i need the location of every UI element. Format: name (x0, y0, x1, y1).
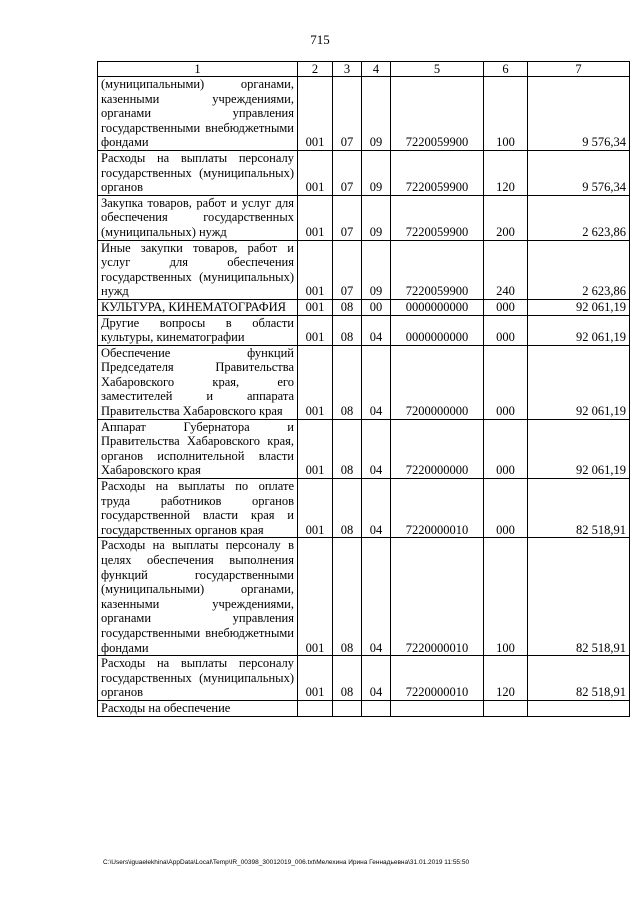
row-c4-cell: 09 (362, 240, 391, 299)
row-c6-cell (484, 700, 528, 716)
header-col-5: 5 (391, 62, 484, 77)
row-c4-cell: 00 (362, 299, 391, 315)
row-c5-cell (391, 700, 484, 716)
table-row (98, 240, 630, 299)
row-c3-cell: 08 (333, 345, 362, 419)
row-c7-cell: 9 576,34 (528, 77, 630, 151)
header-col-1: 1 (98, 62, 298, 77)
table-row (98, 77, 630, 151)
row-c5-cell: 7220059900 (391, 77, 484, 151)
row-c6-cell: 120 (484, 150, 528, 195)
row-c2-cell: 001 (298, 150, 333, 195)
row-c4-cell: 04 (362, 656, 391, 701)
row-name-cell: Расходы на выплаты персоналу в целях обеспечения выполнения функций государственными (муниципальными) органами, казенными учреждениями, органами управления государственными внебюджетными фондами (98, 538, 298, 656)
row-c6-cell: 000 (484, 299, 528, 315)
row-c2-cell: 001 (298, 299, 333, 315)
header-col-4: 4 (362, 62, 391, 77)
row-c6-cell: 000 (484, 345, 528, 419)
row-c4-cell: 09 (362, 195, 391, 240)
row-c4-cell: 04 (362, 479, 391, 538)
row-c4-cell (362, 700, 391, 716)
row-c6-cell: 120 (484, 656, 528, 701)
row-c7-cell: 2 623,86 (528, 240, 630, 299)
row-c2-cell: 001 (298, 538, 333, 656)
row-c4-cell: 04 (362, 419, 391, 478)
row-c2-cell: 001 (298, 315, 333, 345)
row-name-cell: Аппарат Губернатора и Правительства Хабаровского края, органов исполнительной власти Хабаровского края (98, 419, 298, 478)
row-c7-cell (528, 700, 630, 716)
row-name-cell: Закупка товаров, работ и услуг для обеспечения государственных (муниципальных) нужд (98, 195, 298, 240)
row-c2-cell: 001 (298, 240, 333, 299)
header-col-7: 7 (528, 62, 630, 77)
row-c3-cell: 07 (333, 150, 362, 195)
row-name-cell: Иные закупки товаров, работ и услуг для обеспечения государственных (муниципальных) нужд (98, 240, 298, 299)
row-c4-cell: 04 (362, 538, 391, 656)
row-c7-cell: 2 623,86 (528, 195, 630, 240)
page-number: 715 (310, 32, 330, 47)
row-c5-cell: 7220059900 (391, 150, 484, 195)
table-row (98, 345, 630, 419)
table-row (98, 700, 630, 716)
row-c5-cell: 7220059900 (391, 240, 484, 299)
table-row (98, 538, 630, 656)
row-c5-cell: 7220000010 (391, 538, 484, 656)
row-c6-cell: 100 (484, 77, 528, 151)
row-c3-cell: 07 (333, 195, 362, 240)
table-row (98, 419, 630, 478)
table-row (98, 195, 630, 240)
row-c7-cell: 92 061,19 (528, 345, 630, 419)
row-name-cell: Расходы на выплаты персоналу государственных (муниципальных) органов (98, 656, 298, 701)
row-name-cell: Расходы на выплаты по оплате труда работников органов государственной власти края и государственных органов края (98, 479, 298, 538)
row-c7-cell: 92 061,19 (528, 299, 630, 315)
footer-file-path: C:\Users\iguaelekhina\AppData\Local\Temp\IR_00398_30012019_006.txt\Мелехина Ирина Геннадьевна\31.01.2019 11:55:50 (103, 859, 470, 866)
row-c5-cell: 7220000000 (391, 419, 484, 478)
table-header-row (98, 62, 630, 77)
row-c3-cell: 08 (333, 479, 362, 538)
row-c3-cell: 08 (333, 538, 362, 656)
row-c3-cell: 08 (333, 656, 362, 701)
row-c3-cell: 07 (333, 240, 362, 299)
row-c5-cell: 7220000010 (391, 479, 484, 538)
row-c7-cell: 82 518,91 (528, 479, 630, 538)
row-c2-cell: 001 (298, 195, 333, 240)
row-c7-cell: 92 061,19 (528, 419, 630, 478)
table-row (98, 315, 630, 345)
row-c6-cell: 000 (484, 315, 528, 345)
budget-table (97, 61, 630, 717)
row-c7-cell: 9 576,34 (528, 150, 630, 195)
row-c5-cell: 0000000000 (391, 315, 484, 345)
row-c4-cell: 09 (362, 150, 391, 195)
row-c7-cell: 82 518,91 (528, 538, 630, 656)
row-name-cell: Обеспечение функций Председателя Правительства Хабаровского края, его заместителей и аппарата Правительства Хабаровского края (98, 345, 298, 419)
row-c3-cell: 08 (333, 299, 362, 315)
row-name-cell: (муниципальными) органами, казенными учреждениями, органами управления государственными внебюджетными фондами (98, 77, 298, 151)
row-c5-cell: 7200000000 (391, 345, 484, 419)
row-c3-cell: 07 (333, 77, 362, 151)
row-c3-cell (333, 700, 362, 716)
row-c2-cell (298, 700, 333, 716)
table-row (98, 150, 630, 195)
row-c2-cell: 001 (298, 419, 333, 478)
row-c2-cell: 001 (298, 656, 333, 701)
row-name-cell: Расходы на выплаты персоналу государственных (муниципальных) органов (98, 150, 298, 195)
row-c6-cell: 000 (484, 479, 528, 538)
row-c7-cell: 82 518,91 (528, 656, 630, 701)
row-name-cell: КУЛЬТУРА, КИНЕМАТОГРАФИЯ (98, 299, 298, 315)
row-c4-cell: 09 (362, 77, 391, 151)
row-c3-cell: 08 (333, 315, 362, 345)
row-c3-cell: 08 (333, 419, 362, 478)
row-name-cell: Расходы на обеспечение (98, 700, 298, 716)
row-c6-cell: 000 (484, 419, 528, 478)
row-c2-cell: 001 (298, 77, 333, 151)
header-col-2: 2 (298, 62, 333, 77)
row-c2-cell: 001 (298, 479, 333, 538)
row-c6-cell: 240 (484, 240, 528, 299)
row-name-cell: Другие вопросы в области культуры, кинематографии (98, 315, 298, 345)
table-row (98, 299, 630, 315)
header-col-3: 3 (333, 62, 362, 77)
row-c6-cell: 100 (484, 538, 528, 656)
row-c6-cell: 200 (484, 195, 528, 240)
row-c4-cell: 04 (362, 345, 391, 419)
table-row (98, 656, 630, 701)
table-row (98, 479, 630, 538)
row-c5-cell: 7220059900 (391, 195, 484, 240)
row-c5-cell: 0000000000 (391, 299, 484, 315)
header-col-6: 6 (484, 62, 528, 77)
row-c5-cell: 7220000010 (391, 656, 484, 701)
row-c2-cell: 001 (298, 345, 333, 419)
row-c4-cell: 04 (362, 315, 391, 345)
row-c7-cell: 92 061,19 (528, 315, 630, 345)
